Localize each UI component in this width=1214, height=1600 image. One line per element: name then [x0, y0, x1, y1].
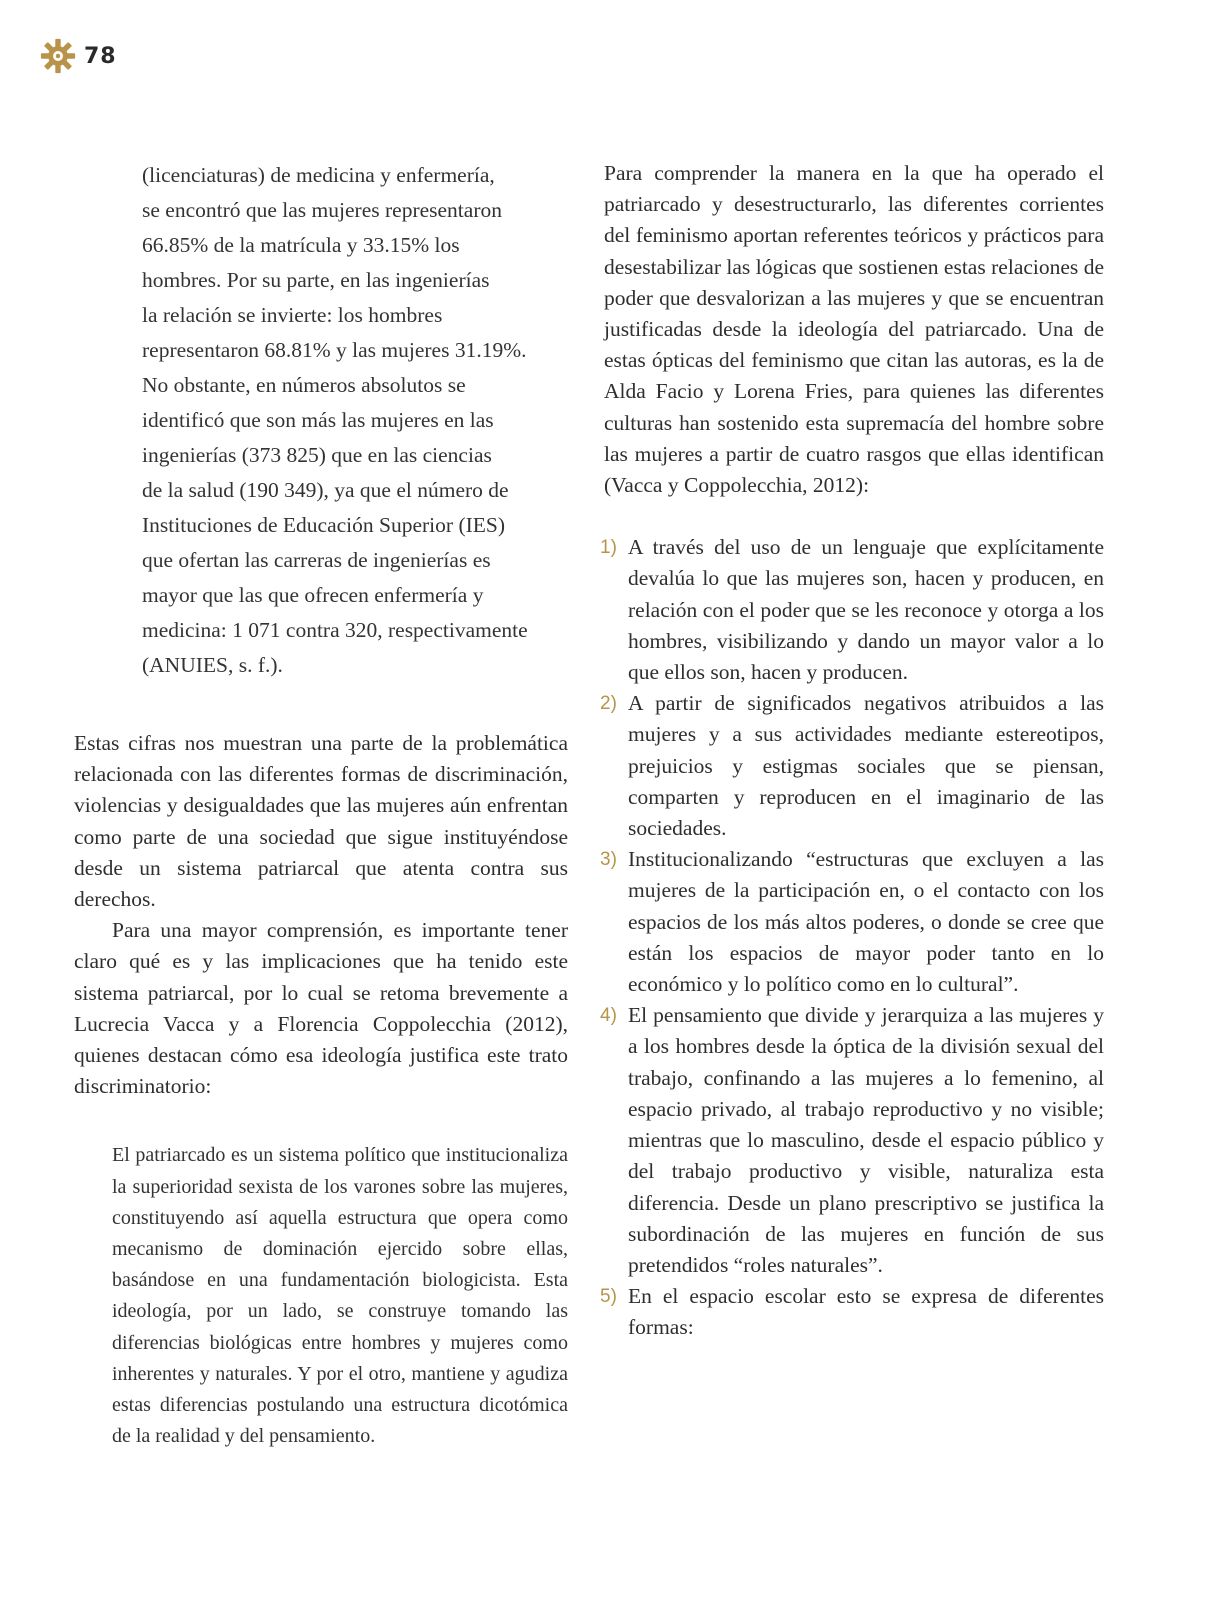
list-item-number: 3) — [600, 849, 617, 871]
left-column — [74, 158, 568, 1472]
list-item — [600, 1000, 1104, 1281]
list-item-number: 1) — [600, 537, 617, 559]
statistics-line: No obstante, en números absolutos se — [142, 373, 466, 397]
statistics-line: (ANUIES, s. f.). — [142, 653, 283, 677]
statistics-line: que ofertan las carreras de ingenierías es — [142, 548, 491, 572]
left-body-text — [74, 728, 568, 1102]
list-item — [600, 688, 1104, 844]
page-number: 78 — [84, 43, 117, 69]
list-item — [600, 1281, 1104, 1343]
statistics-line: hombres. Por su parte, en las ingenierías — [142, 268, 490, 292]
statistics-line: de la salud (190 349), ya que el número de — [142, 478, 509, 502]
statistics-line: identificó que son más las mujeres en las — [142, 408, 494, 432]
list-item-text: El pensamiento que divide y jerarquiza a las mujeres y a los hombres desde la óptica de la división sexual del trabajo, confinando a las mujeres a lo femenino, al espacio privado, al trabajo reproductivo y no visible; mientras que lo masculino, desde el espacio público y del trabajo productivo y visible, naturaliza esta diferencia. Desde un plano prescriptivo se justifica la subordinación de las mujeres en función de sus pretendidos “roles naturales”. — [628, 1003, 1104, 1277]
list-item-number: 4) — [600, 1005, 617, 1027]
list-item — [600, 532, 1104, 688]
block-quote — [112, 1140, 568, 1452]
list-item-text: A partir de significados negativos atribuidos a las mujeres y a sus actividades mediante estereotipos, prejuicios y estigmas sociales que se piensan, comparten y reproducen en el imaginario de las sociedades. — [628, 691, 1104, 841]
quote-text: El patriarcado es un sistema político que institucionaliza la superioridad sexista de los varones sobre las mujeres, constituyendo así aquella estructura que opera como mecanismo de dominación ejercido sobre ellas, basándose en una fundamentación biologicista. Esta ideología, por un lado, se construye tomando las diferencias biológicas entre hombres y mujeres como inherentes y naturales. Y por el otro, mantiene y agudiza estas diferencias postulando una estructura dicotómica de la realidad y del pensamiento. — [112, 1144, 568, 1448]
statistics-block — [142, 158, 562, 683]
list-item — [600, 844, 1104, 1000]
paragraph: Para una mayor comprensión, es importante tener claro qué es y las implicaciones que ha tenido este sistema patriarcal, por lo cual se retoma brevemente a Lucrecia Vacca y a Florencia Coppolecchia (2012), quienes destacan cómo esa ideología justifica este trato discriminatorio: — [74, 918, 568, 1099]
statistics-line: (licenciaturas) de medicina y enfermería, — [142, 163, 495, 187]
list-item-text: Institucionalizando “estructuras que excluyen a las mujeres de la participación en, o el contacto con los espacios de los más altos poderes, o donde se cree que están los espacios de mayor poder tanto en lo económico y lo político como en lo cultural”. — [628, 847, 1104, 997]
statistics-line: medicina: 1 071 contra 320, respectivamente — [142, 618, 528, 642]
statistics-line: Instituciones de Educación Superior (IES) — [142, 513, 506, 537]
numbered-list — [600, 532, 1104, 1343]
list-item-text: A través del uso de un lenguaje que explícitamente devalúa lo que las mujeres son, hacen y producen, en relación con el poder que se les reconoce y otorga a los hombres, visibilizando y dando un mayor valor a lo que ellos son, hacen y producen. — [628, 535, 1104, 685]
list-item-number: 2) — [600, 693, 617, 715]
paragraph: Estas cifras nos muestran una parte de la problemática relacionada con las diferentes formas de discriminación, violencias y desigualdades que las mujeres aún enfrentan como parte de una sociedad que sigue instituyéndose desde un sistema patriarcal que atenta contra sus derechos. — [74, 731, 568, 912]
right-column — [600, 158, 1104, 1344]
page-header — [40, 38, 117, 74]
statistics-line: 66.85% de la matrícula y 33.15% los — [142, 233, 460, 257]
statistics-line: se encontró que las mujeres representaron — [142, 198, 502, 222]
gear-flower-icon — [40, 38, 76, 74]
paragraph: Para comprender la manera en la que ha operado el patriarcado y desestructurarlo, las diferentes corrientes del feminismo aportan referentes teóricos y prácticos para desestabilizar las lógicas que sostienen estas relaciones de poder que desvalorizan a las mujeres y que se encuentran justificadas desde la ideología del patriarcado. Una de estas ópticas del feminismo que citan las autoras, es la de Alda Facio y Lorena Fries, para quienes las diferentes culturas han sostenido esta supremacía del hombre sobre las mujeres a partir de cuatro rasgos que ellas identifican (Vacca y Coppolecchia, 2012): — [604, 161, 1104, 498]
statistics-line: mayor que las que ofrecen enfermería y — [142, 583, 484, 607]
list-item-text: En el espacio escolar esto se expresa de diferentes formas: — [628, 1284, 1104, 1340]
statistics-line: la relación se invierte: los hombres — [142, 303, 443, 327]
statistics-line: ingenierías (373 825) que en las ciencias — [142, 443, 492, 467]
statistics-line: representaron 68.81% y las mujeres 31.19%. — [142, 338, 527, 362]
list-item-number: 5) — [600, 1286, 617, 1308]
